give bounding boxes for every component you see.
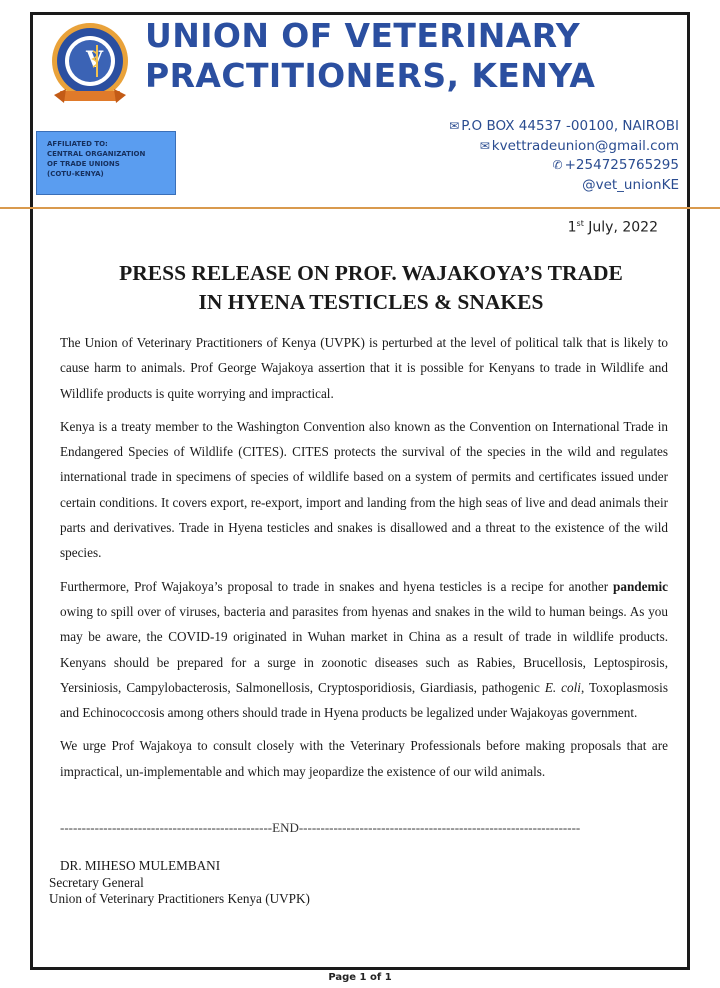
affiliation-line: AFFILIATED TO:: [47, 140, 108, 148]
headline-line1: PRESS RELEASE ON PROF. WAJAKOYA’S TRADE: [119, 261, 623, 285]
headline-line2: IN HYENA TESTICLES & SNAKES: [198, 290, 544, 314]
date-day: 1: [567, 219, 577, 236]
signatory-organization: Union of Veterinary Practitioners Kenya (UVPK): [49, 891, 310, 906]
signatory-role: Secretary General: [49, 874, 144, 890]
page-of: of: [366, 972, 385, 983]
email-text[interactable]: kvettradeunion@gmail.com: [491, 137, 679, 154]
affiliation-line: CENTRAL ORGANIZATION: [47, 150, 146, 158]
p3-part-c: , Toxoplasmosis and Echinococcosis among others should trade in Hyena products be legalized under Wajakoyas government.: [60, 679, 668, 721]
date-suffix: st: [576, 219, 584, 228]
end-marker: -------------------------------------------------END-----------------------------------------------------------------: [60, 820, 581, 835]
organization-title: [145, 16, 705, 96]
affiliation-line: OF TRADE UNIONS: [47, 160, 120, 168]
contact-social: [449, 176, 679, 196]
affiliation-line: (COTU-KENYA): [47, 170, 104, 178]
p3-part-a: Furthermore, Prof Wajakoya’s proposal to trade in snakes and hyena testicles is a recipe for another: [60, 578, 614, 594]
release-date: [568, 219, 658, 236]
header-divider: [0, 207, 720, 209]
paragraph-1: The Union of Veterinary Practitioners of Kenya (UVPK) is perturbed at the level of political talk that is likely to cause harm to animals. Prof George Wajakoya assertion that it is possible for Kenyans to trade in Wildlife and Wildlife products is quite worrying and impractical.: [60, 335, 668, 401]
affiliation-box: [36, 131, 176, 195]
signatory-name: DR. MIHESO MULEMBANI: [60, 858, 221, 873]
phone-text: +254725765295: [564, 157, 679, 173]
signature-block: [49, 858, 310, 908]
contact-phone: [449, 156, 679, 176]
contact-email[interactable]: [449, 137, 679, 157]
paragraph-3: [60, 574, 668, 726]
press-release-body: [60, 330, 668, 792]
organization-title-line2: PRACTITIONERS, KENYA: [145, 56, 596, 95]
page-label: Page: [328, 972, 360, 983]
pobox-text: P.O BOX 44537 -00100, NAIROBI: [461, 118, 679, 134]
ecoli-italic: E. coli: [544, 679, 581, 695]
email-icon: ✉: [479, 138, 490, 153]
contact-block: [449, 117, 679, 195]
pandemic-emphasis: pandemic: [613, 578, 668, 594]
paragraph-2: Kenya is a treaty member to the Washington Convention also known as the Convention on International Trade in Endangered Species of Wildlife (CITES). CITES protects the survival of the species in the wild and regulates international trade in specimens of species of wildlife based on a system of permits and certificates issued under certain conditions. It covers export, re-export, import and landing from the high seas of live and dead animals their parts and derivatives. Trade in Hyena testicles and snakes is disallowed and a threat to the existence of the wild species.: [60, 418, 668, 561]
uvpk-logo-seal: [42, 17, 138, 113]
page-number: [0, 972, 720, 983]
p3-part-b: owing to spill over of viruses, bacteria and parasites from hyenas and snakes in the wild to human beings. As you may be aware, the COVID-19 originated in Wuhan market in China as a result of trade in wildlife products. Kenyans should be prepared for a surge in zoonotic diseases such as Rabies, Brucellosis, Leptospirosis, Yersiniosis, Campylobacterosis, Salmonellosis, Cryptosporidiosis, Giardiasis, pathogenic: [60, 603, 668, 695]
contact-pobox: [449, 117, 679, 137]
page-total: 1: [384, 972, 392, 983]
svg-text:V: V: [86, 47, 104, 73]
paragraph-4: We urge Prof Wajakoya to consult closely with the Veterinary Professionals before making proposals that are impractical, un-implementable and which may jeopardize the existence of our wild animals.: [60, 738, 668, 779]
page-current: 1: [359, 972, 367, 983]
social-handle: @vet_unionKE: [582, 176, 679, 193]
date-rest: July, 2022: [583, 219, 658, 236]
organization-title-line1: UNION OF VETERINARY: [145, 16, 581, 55]
press-release-headline: [46, 259, 696, 317]
phone-icon: ✆: [552, 158, 563, 172]
mail-icon: ✉: [449, 119, 460, 133]
